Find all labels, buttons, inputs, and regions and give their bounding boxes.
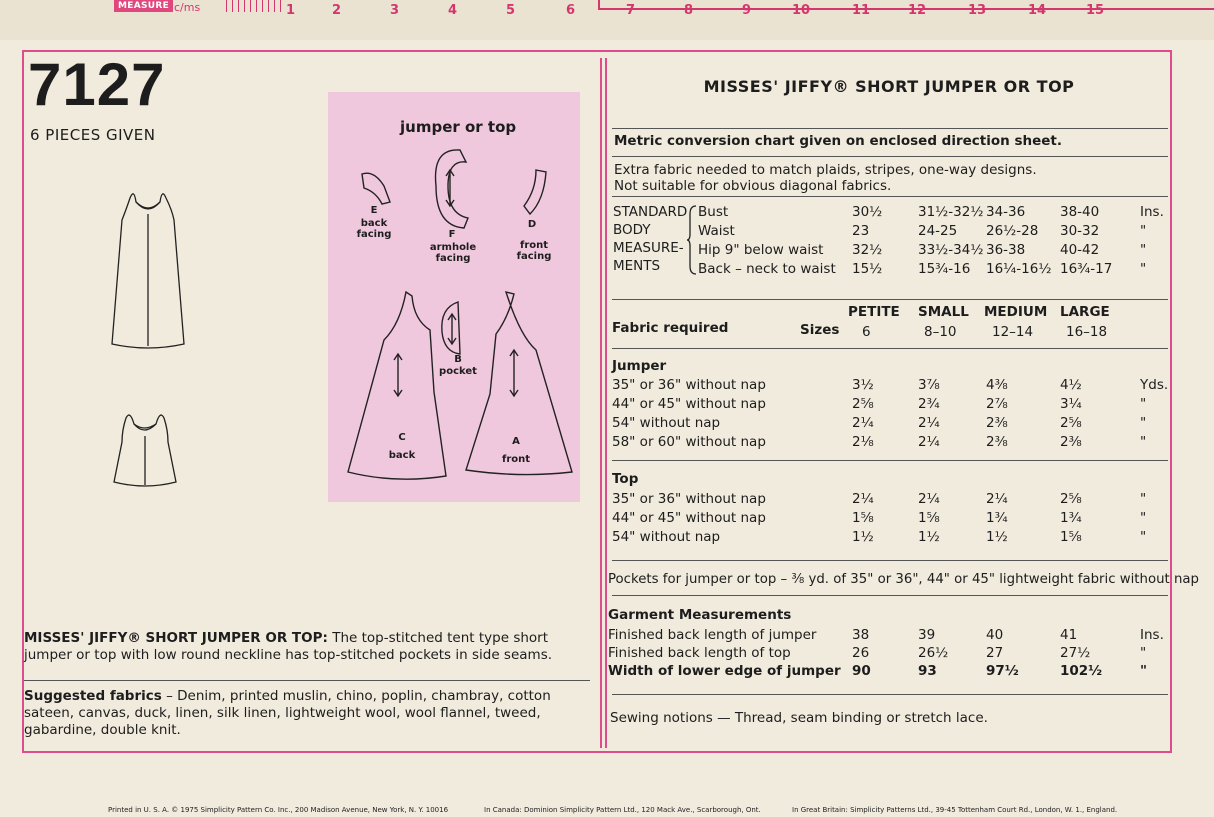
row-label: 35" or 36" without nap	[612, 377, 766, 393]
unit-label: "	[1140, 261, 1147, 277]
cell-value: 1⅝	[918, 510, 940, 526]
ruler-tick: 5	[506, 3, 516, 18]
sewing-notions: Sewing notions — Thread, seam binding or stretch lace.	[610, 710, 988, 726]
size-number: 16–18	[1066, 324, 1108, 340]
row-label: Back – neck to waist	[698, 261, 836, 277]
pattern-number: 7127	[28, 51, 166, 118]
rule	[612, 156, 1168, 157]
piece-name-f: armhole facing	[429, 242, 477, 264]
extra-note-1: Extra fabric needed to match plaids, stripes, one-way designs.	[614, 162, 1037, 178]
description-body: The top-stitched tent type short jumper or top with low round neckline has top-stitched pockets in side seams.	[24, 630, 553, 663]
size-name: LARGE	[1060, 304, 1110, 320]
description	[24, 630, 599, 664]
unit-label: "	[1140, 242, 1147, 258]
measure-badge: MEASURE	[114, 0, 173, 12]
fabrics-title: Suggested fabrics	[24, 688, 162, 704]
cell-value: 40-42	[1060, 242, 1100, 258]
rule	[612, 460, 1168, 461]
cell-value: 1¾	[986, 510, 1008, 526]
cell-value: 93	[918, 663, 937, 679]
unit-label: "	[1140, 434, 1147, 450]
cell-value: 4½	[1060, 377, 1082, 393]
ruler-tick: 2	[332, 3, 342, 18]
garment-title: Garment Measurements	[608, 607, 792, 623]
cell-value: 15¾-16	[918, 261, 971, 277]
piece-letter-a: A	[512, 436, 520, 447]
row-label: Finished back length of top	[608, 645, 791, 661]
ruler-tick: 13	[968, 3, 987, 18]
unit-label: "	[1140, 223, 1147, 239]
cell-value: 41	[1060, 627, 1078, 643]
cell-value: 40	[986, 627, 1004, 643]
size-number: 12–14	[992, 324, 1034, 340]
unit-label: "	[1140, 510, 1147, 526]
footer-canada: In Canada: Dominion Simplicity Pattern Ltd., 120 Mack Ave., Scarborough, Ont.	[484, 806, 761, 814]
size-name: PETITE	[848, 304, 900, 320]
row-label: Width of lower edge of jumper	[608, 663, 841, 679]
cell-value: 26	[852, 645, 870, 661]
piece-letter-c: C	[398, 432, 406, 443]
size-name: SMALL	[918, 304, 969, 320]
piece-name-e: back facing	[356, 218, 392, 240]
cell-value: 1¾	[1060, 510, 1082, 526]
jumper-title: Jumper	[612, 358, 667, 374]
sizes-label: Sizes	[800, 322, 840, 338]
cell-value: 97½	[986, 663, 1019, 679]
cell-value: 2⅜	[986, 434, 1008, 450]
ruler-tick: 3	[390, 3, 400, 18]
ruler-tick: 15	[1086, 3, 1105, 18]
cell-value: 4⅜	[986, 377, 1008, 393]
cell-value: 16¾-17	[1060, 261, 1113, 277]
unit-label: "	[1140, 645, 1147, 661]
row-label: Bust	[698, 204, 729, 220]
row-label: Waist	[698, 223, 735, 239]
body-label: BODY	[613, 222, 651, 238]
piece-name-d: front facing	[516, 240, 552, 262]
rule	[612, 694, 1168, 695]
metric-note: Metric conversion chart given on enclosed direction sheet.	[614, 133, 1062, 149]
piece-letter-e: E	[370, 205, 378, 216]
brace	[686, 204, 698, 276]
pieces-given: 6 PIECES GIVEN	[30, 126, 156, 144]
cell-value: 3⅞	[918, 377, 940, 393]
cell-value: 26½	[918, 645, 949, 661]
unit-label: "	[1140, 415, 1147, 431]
ruler-tick: 12	[908, 3, 927, 18]
piece-letter-b: B	[454, 354, 462, 365]
unit-label: Ins.	[1140, 204, 1164, 220]
cell-value: 2¾	[918, 396, 940, 412]
cell-value: 2⅛	[852, 434, 874, 450]
column-divider-inner	[605, 58, 607, 748]
pattern-pieces-diagram	[340, 140, 580, 485]
unit-label: Yds.	[1140, 377, 1169, 393]
rule	[612, 299, 1168, 300]
cell-value: 27	[986, 645, 1004, 661]
cell-value: 32½	[852, 242, 883, 258]
cell-value: 1½	[852, 529, 874, 545]
piece-name-a: front	[501, 454, 531, 465]
cell-value: 90	[852, 663, 871, 679]
row-label: 44" or 45" without nap	[612, 396, 766, 412]
cell-value: 24-25	[918, 223, 958, 239]
garment-illustrations	[100, 180, 200, 510]
fabric-required-label: Fabric required	[612, 320, 729, 336]
cell-value: 38	[852, 627, 870, 643]
size-name: MEDIUM	[984, 304, 1048, 320]
piece-name-b: pocket	[439, 366, 477, 377]
ruler-tick: 10	[792, 3, 811, 18]
cell-value: 2¼	[918, 434, 940, 450]
rule	[612, 595, 1168, 596]
cell-value: 30-32	[1060, 223, 1100, 239]
size-number: 6	[862, 324, 871, 340]
cell-value: 30½	[852, 204, 883, 220]
ruler-tick: 6	[566, 3, 576, 18]
cell-value: 1⅝	[852, 510, 874, 526]
top-title: Top	[612, 471, 639, 487]
suggested-fabrics	[24, 688, 599, 739]
ruler-tick: 11	[852, 3, 871, 18]
body-label: MENTS	[613, 258, 661, 274]
fabrics-body: – Denim, printed muslin, chino, poplin, chambray, cotton sateen, canvas, duck, linen, silk linen, lightweight wool, wool flannel, tweed, gabardine, double knit.	[24, 688, 551, 738]
cell-value: 102½	[1060, 663, 1103, 679]
row-label: 58" or 60" without nap	[612, 434, 766, 450]
right-title: MISSES' JIFFY® SHORT JUMPER OR TOP	[703, 77, 1075, 96]
cell-value: 23	[852, 223, 870, 239]
ruler-minor-ticks	[226, 0, 286, 12]
cell-value: 16¼-16½	[986, 261, 1052, 277]
cell-value: 31½-32½	[918, 204, 984, 220]
rule	[612, 196, 1168, 197]
right-frame-edge	[1170, 58, 1172, 748]
body-label: STANDARD	[613, 204, 688, 220]
pattern-pieces-title: jumper or top	[400, 118, 517, 136]
ruler-tick: 9	[742, 3, 752, 18]
ruler-tick: 14	[1028, 3, 1047, 18]
size-number: 8–10	[924, 324, 957, 340]
row-label: 54" without nap	[612, 529, 721, 545]
rule	[24, 680, 590, 681]
ruler-unit: c/ms	[174, 1, 201, 14]
measure-ruler	[110, 0, 1140, 22]
cell-value: 2¼	[852, 491, 874, 507]
cell-value: 2⅝	[1060, 491, 1082, 507]
pockets-note: Pockets for jumper or top – ⅜ yd. of 35" or 36", 44" or 45" lightweight fabric without nap	[608, 572, 1199, 587]
cell-value: 2⅝	[852, 396, 874, 412]
piece-letter-d: D	[527, 219, 537, 230]
piece-name-c: back	[388, 450, 416, 461]
rule	[612, 348, 1168, 349]
description-title: MISSES' JIFFY® SHORT JUMPER OR TOP:	[24, 630, 328, 646]
cell-value: 1½	[918, 529, 940, 545]
cell-value: 26½-28	[986, 223, 1039, 239]
extra-note-2: Not suitable for obvious diagonal fabrics.	[614, 178, 892, 194]
row-label: 54" without nap	[612, 415, 721, 431]
cell-value: 2⅜	[986, 415, 1008, 431]
cell-value: 39	[918, 627, 936, 643]
cell-value: 3¼	[1060, 396, 1082, 412]
cell-value: 27½	[1060, 645, 1091, 661]
cell-value: 2⅝	[1060, 415, 1082, 431]
ruler-tick: 1	[286, 3, 296, 18]
row-label: Hip 9" below waist	[698, 242, 824, 258]
cell-value: 3½	[852, 377, 874, 393]
footer-uk: In Great Britain: Simplicity Patterns Ltd., 39-45 Tottenham Court Rd., London, W. 1., England.	[792, 806, 1118, 814]
ruler-tick: 7	[626, 3, 636, 18]
row-label: 35" or 36" without nap	[612, 491, 766, 507]
rule	[612, 128, 1168, 129]
rule	[612, 560, 1168, 561]
cell-value: 2¼	[852, 415, 874, 431]
unit-label: "	[1140, 396, 1147, 412]
footer-usa: Printed in U. S. A. © 1975 Simplicity Pattern Co. Inc., 200 Madison Avenue, New York, N. Y. 10016	[108, 806, 449, 814]
cell-value: 2⅞	[986, 396, 1008, 412]
ruler-tick: 8	[684, 3, 694, 18]
unit-label: "	[1140, 529, 1147, 545]
row-label: Finished back length of jumper	[608, 627, 817, 643]
cell-value: 33½-34½	[918, 242, 984, 258]
cell-value: 1½	[986, 529, 1008, 545]
unit-label: "	[1140, 491, 1147, 507]
cell-value: 38-40	[1060, 204, 1100, 220]
cell-value: 2¼	[918, 491, 940, 507]
cell-value: 2⅜	[1060, 434, 1082, 450]
piece-letter-f: F	[448, 229, 456, 240]
body-label: MEASURE-	[613, 240, 684, 256]
cell-value: 2¼	[918, 415, 940, 431]
unit-label: "	[1140, 663, 1148, 679]
cell-value: 15½	[852, 261, 883, 277]
cell-value: 1⅝	[1060, 529, 1082, 545]
ruler-tick: 4	[448, 3, 458, 18]
cell-value: 36-38	[986, 242, 1026, 258]
cell-value: 34-36	[986, 204, 1026, 220]
row-label: 44" or 45" without nap	[612, 510, 766, 526]
unit-label: Ins.	[1140, 627, 1164, 643]
cell-value: 2¼	[986, 491, 1008, 507]
column-divider	[600, 58, 602, 748]
